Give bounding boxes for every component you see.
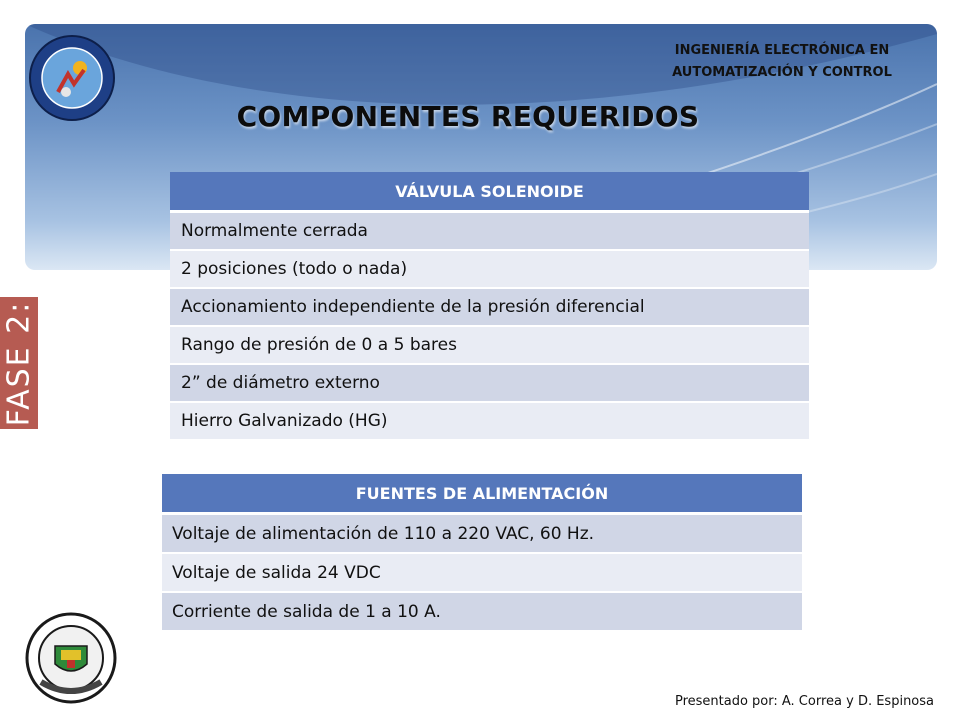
institution-name: [642, 40, 922, 84]
table-cell: Voltaje de salida 24 VDC: [162, 553, 802, 592]
phase-label: FASE 2:: [1, 300, 37, 426]
table-row: [170, 402, 809, 439]
table-cell: Hierro Galvanizado (HG): [170, 402, 809, 439]
table-row: [170, 326, 809, 364]
table-row: [162, 514, 802, 554]
page-title: COMPONENTES REQUERIDOS: [236, 100, 700, 133]
presenter-credit: Presentado por: A. Correa y D. Espinosa: [674, 694, 934, 709]
valve-table-header: VÁLVULA SOLENOIDE: [170, 172, 809, 212]
institution-line-1: INGENIERÍA ELECTRÓNICA EN: [674, 43, 890, 58]
institution-line-2: AUTOMATIZACIÓN Y CONTROL: [672, 65, 892, 80]
table-cell: 2 posiciones (todo o nada): [170, 250, 809, 288]
table-row: [170, 212, 809, 251]
table-cell: Voltaje de alimentación de 110 a 220 VAC, 60 Hz.: [162, 514, 802, 554]
table-row: [162, 553, 802, 592]
table-cell: Corriente de salida de 1 a 10 A.: [162, 592, 802, 630]
table-cell: Normalmente cerrada: [170, 212, 809, 251]
table-cell: Rango de presión de 0 a 5 bares: [170, 326, 809, 364]
table-cell: Accionamiento independiente de la presión diferencial: [170, 288, 809, 326]
table-row: [170, 288, 809, 326]
phase-side-tab: [0, 297, 38, 429]
table-row: [170, 364, 809, 402]
valve-table: [170, 172, 809, 439]
power-table-header: FUENTES DE ALIMENTACIÓN: [162, 474, 802, 514]
power-supply-table: [162, 474, 802, 630]
logo-espe-seal: [25, 612, 117, 704]
table-row: [162, 592, 802, 630]
table-row: [170, 250, 809, 288]
table-cell: 2” de diámetro externo: [170, 364, 809, 402]
